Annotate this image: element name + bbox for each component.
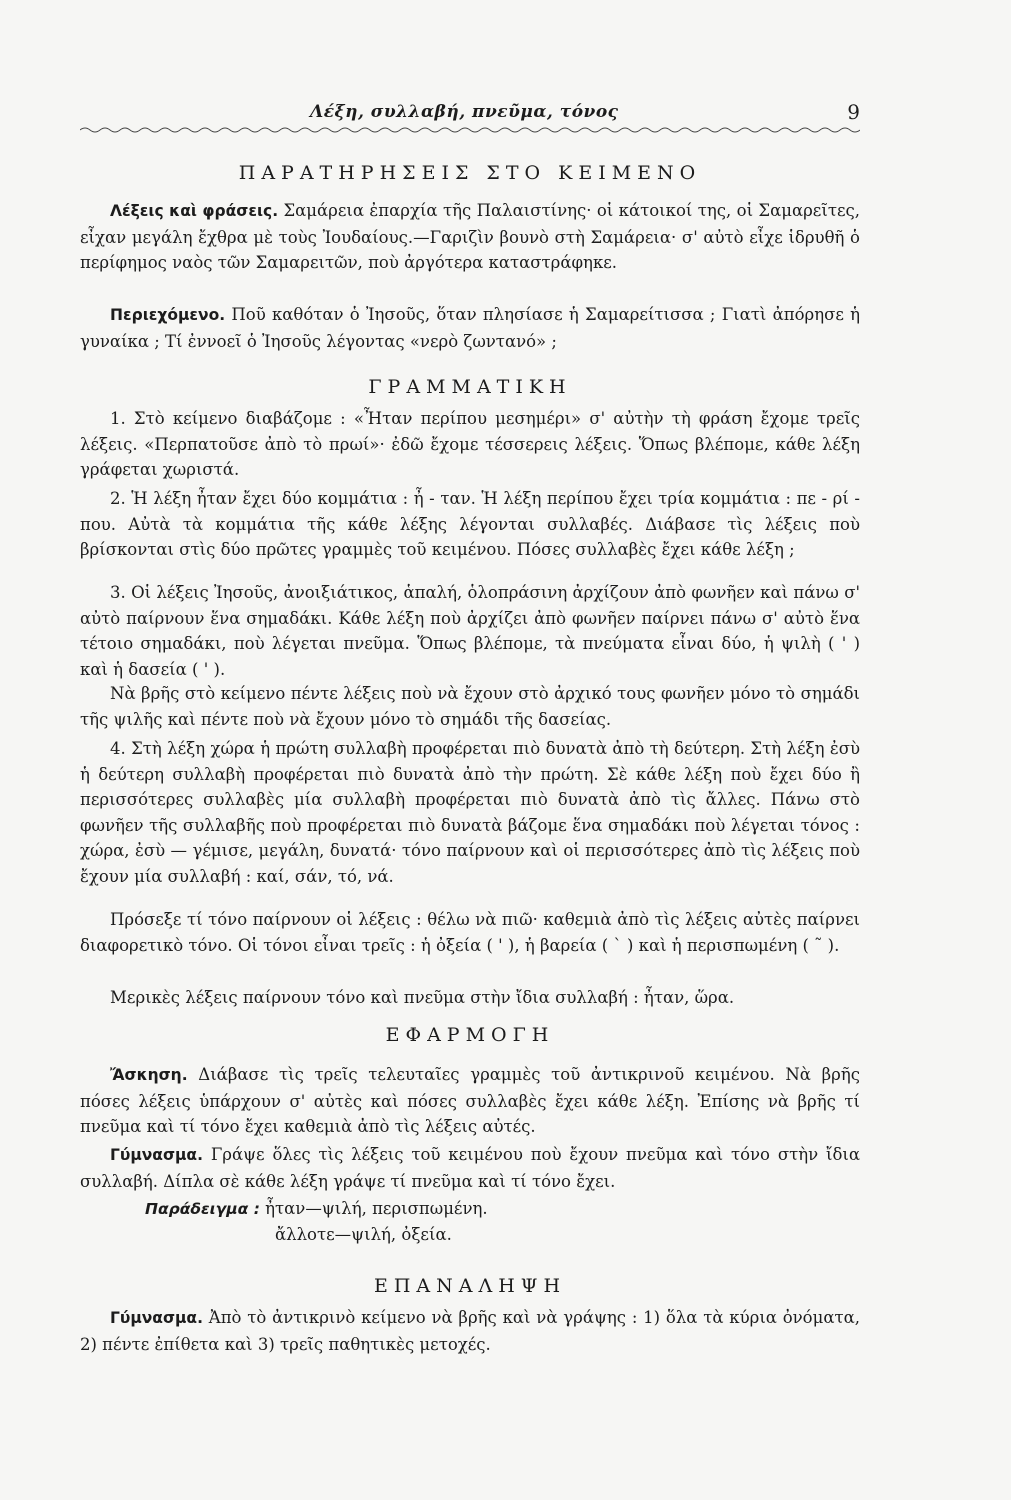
example-1: ἦταν—ψιλή, περισπωμένη. bbox=[265, 1199, 488, 1218]
notes-heading: ΠΑΡΑΤΗΡΗΣΕΙΣ ΣΤΟ ΚΕΙΜΕΝΟ bbox=[238, 162, 702, 184]
words-label: Λέξεις καὶ φράσεις. bbox=[110, 202, 279, 220]
exercise-label: Ἄσκηση. bbox=[110, 1066, 188, 1084]
example-line-1 bbox=[145, 1196, 845, 1222]
grammar-paragraph-2: 2. Ἡ λέξη ἦταν ἔχει δύο κομμάτια : ἦ - ταν. Ἡ λέξη περίπου ἔχει τρία κομμάτια : πε - ρί - που. Αὐτὰ τὰ κομμάτια τῆς κάθε λέξης λέγονται συλλαβές. Διάβασε τὶς λέξεις ποὺ βρίσκονται στὶς δύο πρῶτες γραμμὲς τοῦ κειμένου. Πόσες συλλαβὲς ἔχει κάθε λέξη ; bbox=[80, 489, 860, 559]
review-heading: ΕΠΑΝΑΛΗΨΗ bbox=[373, 1275, 567, 1297]
wavy-rule bbox=[80, 126, 860, 134]
application-drill bbox=[80, 1142, 860, 1194]
grammar-paragraph-6: Μερικὲς λέξεις παίρνουν τόνο καὶ πνεῦμα στὴν ἴδια συλλαβή : ἦταν, ὥρα. bbox=[110, 988, 735, 1007]
review-drill-label: Γύμνασμα. bbox=[110, 1309, 203, 1327]
words-text: Σαμάρεια ἐπαρχία τῆς Παλαιστίνης· οἱ κάτοικοί της, οἱ Σαμαρεῖτες, εἶχαν μεγάλη ἔχθρα μὲ τοὺς Ἰουδαίους.—Γαριζὶν βουνὸ στὴ Σαμάρεια· σ' αὐτὸ εἶχε ἱδρυθῆ ὁ περίφημος ναὸς τῶν Σαμαρειτῶν, ποὺ ἀργότερα καταστράφηκε. bbox=[80, 201, 860, 272]
grammar-heading: ΓΡΑΜΜΑΤΙΚΗ bbox=[368, 376, 572, 398]
notes-content-paragraph bbox=[80, 302, 860, 354]
review-drill-text: Ἀπὸ τὸ ἀντικρινὸ κείμενο νὰ βρῆς καὶ νὰ γράψης : 1) ὅλα τὰ κύρια ὀνόματα, 2) πέντε ἐπίθετα καὶ 3) τρεῖς παθητικὲς μετοχές. bbox=[80, 1308, 860, 1354]
grammar-paragraph-5: Πρόσεξε τί τόνο παίρνουν οἱ λέξεις : θέλω νὰ πιῶ· καθεμιὰ ἀπὸ τὶς λέξεις αὐτὲς παίρνει διαφορετικὸ τόνο. Οἱ τόνοι εἶναι τρεῖς : ἡ ὀξεία ( ' ), ἡ βαρεία ( ` ) καὶ ἡ περισπωμένη ( ῀ ). bbox=[80, 910, 860, 955]
chapter-title: Λέξη, συλλαβή, πνεῦμα, τόνος bbox=[310, 102, 619, 122]
content-label: Περιεχόμενο. bbox=[110, 306, 226, 324]
notes-words-paragraph bbox=[80, 198, 860, 276]
content-text: Ποῦ καθόταν ὁ Ἰησοῦς, ὅταν πλησίασε ἡ Σαμαρείτισσα ; Γιατὶ ἀπόρησε ἡ γυναίκα ; Τί ἐννοεῖ ὁ Ἰησοῦς λέγοντας «νερὸ ζωντανό» ; bbox=[80, 305, 861, 351]
example-2: ἄλλοτε—ψιλή, ὀξεία. bbox=[275, 1225, 452, 1244]
grammar-paragraph-3b: Νὰ βρῆς στὸ κείμενο πέντε λέξεις ποὺ νὰ ἔχουν στὸ ἀρχικό τους φωνῆεν μόνο τὸ σημάδι τῆς ψιλῆς καὶ πέντε ποὺ νὰ ἔχουν μόνο τὸ σημάδι τῆς δασείας. bbox=[80, 684, 860, 729]
review-drill bbox=[80, 1305, 860, 1357]
application-exercise bbox=[80, 1062, 860, 1140]
grammar-paragraph-3: 3. Οἱ λέξεις Ἰησοῦς, ἀνοιξιάτικος, ἁπαλή, ὁλοπράσινη ἀρχίζουν ἀπὸ φωνῆεν καὶ πάνω σ' αὐτὸ παίρνουν ἕνα σημαδάκι. Κάθε λέξη ποὺ ἀρχίζει ἀπὸ φωνῆεν παίρνει πάνω σ' αὐτὸ ἕνα τέτοιο σημαδάκι, ποὺ λέγεται πνεῦμα. Ὅπως βλέπομε, τὰ πνεύματα εἶναι δύο, ἡ ψιλὴ ( ' ) καὶ ἡ δασεία ( ' ). bbox=[80, 583, 860, 679]
example-line-2 bbox=[145, 1222, 845, 1247]
drill-label: Γύμνασμα. bbox=[110, 1146, 203, 1164]
example-block bbox=[145, 1196, 845, 1247]
page-number: 9 bbox=[847, 100, 860, 124]
book-page bbox=[80, 0, 860, 1500]
example-label: Παράδειγμα : bbox=[145, 1200, 260, 1218]
drill-text: Γράψε ὅλες τὶς λέξεις τοῦ κειμένου ποὺ ἔχουν πνεῦμα καὶ τόνο στὴν ἴδια συλλαβή. Δίπλα σὲ κάθε λέξη γράψε τί πνεῦμα καὶ τί τόνο ἔχει. bbox=[80, 1145, 860, 1191]
grammar-paragraph-4: 4. Στὴ λέξη χώρα ἡ πρώτη συλλαβὴ προφέρεται πιὸ δυνατὰ ἀπὸ τὴ δεύτερη. Στὴ λέξη ἐσὺ ἡ δεύτερη συλλαβὴ προφέρεται πιὸ δυνατὰ ἀπὸ τὴν πρώτη. Σὲ κάθε λέξη ποὺ ἔχει δύο ἢ περισσότερες συλλαβὲς μία συλλαβὴ προφέρεται πιὸ δυνατὰ ἀπὸ τὶς ἄλλες. Πάνω στὸ φωνῆεν τῆς συλλαβῆς ποὺ προφέρεται πιὸ δυνατὰ βάζομε ἕνα σημαδάκι ποὺ λέγεται τόνος : χώρα, ἐσὺ — γέμισε, μεγάλη, δυνατά· τόνο παίρνουν καὶ οἱ περισσότερες ἀπὸ τὶς λέξεις ποὺ ἔχουν μία συλλαβή : καί, σάν, τό, νά. bbox=[80, 739, 860, 886]
exercise-text: Διάβασε τὶς τρεῖς τελευταῖες γραμμὲς τοῦ ἀντικρινοῦ κειμένου. Νὰ βρῆς πόσες λέξεις ὑπάρχουν σ' αὐτὲς καὶ πόσες συλλαβὲς ἔχει κάθε λέξη. Ἐπίσης νὰ βρῆς τί πνεῦμα καὶ τί τόνο ἔχει καθεμιὰ ἀπὸ τὶς λέξεις αὐτές. bbox=[80, 1065, 860, 1136]
grammar-paragraph-1: 1. Στὸ κείμενο διαβάζομε : «Ἦταν περίπου μεσημέρι» σ' αὐτὴν τὴ φράση ἔχομε τρεῖς λέξεις. «Περπατοῦσε ἀπὸ τὸ πρωί»· ἐδῶ ἔχομε τέσσερεις λέξεις. Ὅπως βλέπομε, κάθε λέξη γράφεται χωριστά. bbox=[80, 409, 860, 479]
running-head bbox=[80, 100, 860, 130]
application-heading: ΕΦΑΡΜΟΓΗ bbox=[385, 1024, 555, 1046]
